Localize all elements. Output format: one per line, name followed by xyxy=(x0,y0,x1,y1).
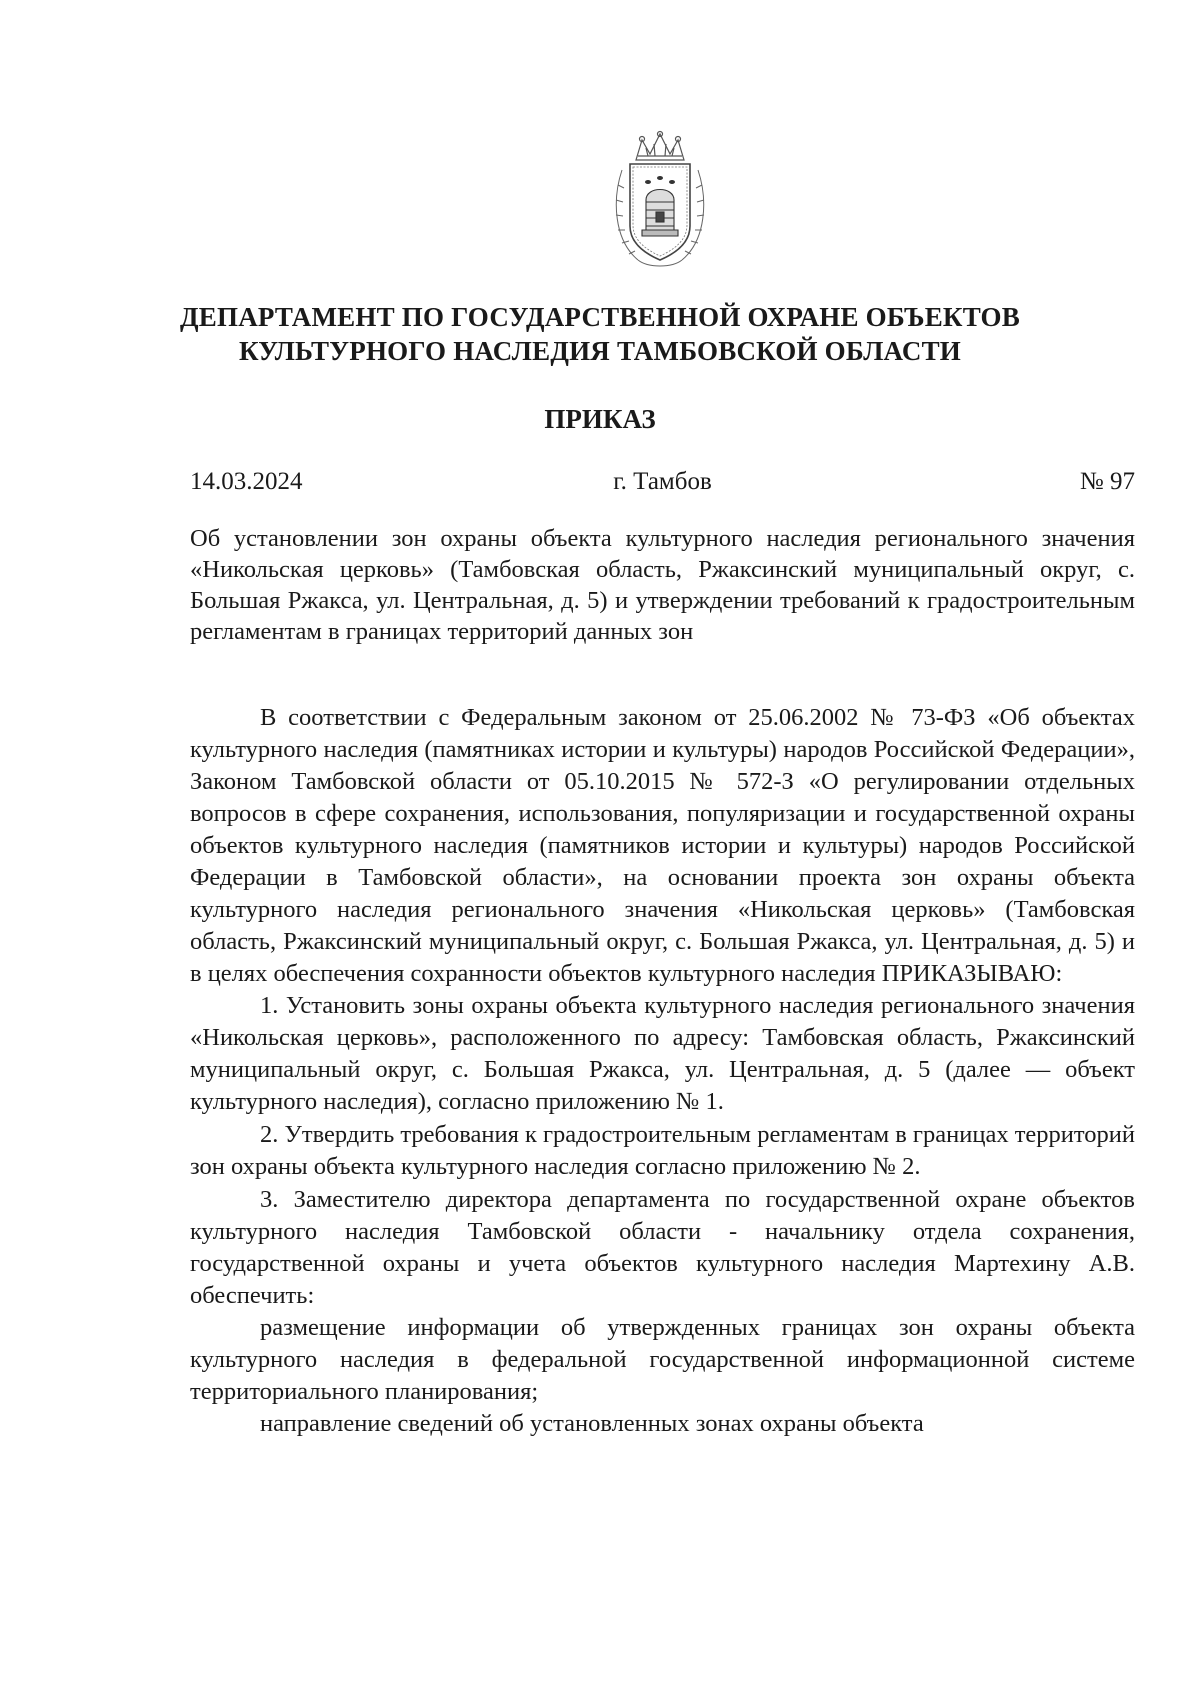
order-body xyxy=(190,702,1135,1440)
coat-of-arms-icon xyxy=(608,130,712,272)
item-3b-paragraph: направление сведений об установленных зонах охраны объекта xyxy=(260,1410,924,1437)
item-2-paragraph: 2. Утвердить требования к градостроительным регламентам в границах территорий зон охраны объекта культурного наследия согласно приложению № 2. xyxy=(190,1121,1135,1180)
document-type-heading: ПРИКАЗ xyxy=(544,404,656,434)
item-1-paragraph: 1. Установить зоны охраны объекта культурного наследия регионального значения «Никольская церковь», расположенного по адресу: Тамбовская область, Ржаксинский муниципальный округ, с. Большая Ржакса, ул. Центральная, д. 5 (далее — объект культурного наследия), согласно приложению № 1. xyxy=(190,992,1135,1115)
department-title-line-1: ДЕПАРТАМЕНТ ПО ГОСУДАРСТВЕННОЙ ОХРАНЕ ОБЪЕКТОВ xyxy=(180,302,1020,332)
department-title xyxy=(150,300,1050,368)
item-3-paragraph: 3. Заместителю директора департамента по государственной охране объектов культурного наследия Тамбовской области - начальнику отдела сохранения, государственной охраны и учета объектов культурного наследия Мартехину А.В. обеспечить: xyxy=(190,1186,1135,1309)
order-subject: Об установлении зон охраны объекта культурного наследия регионального значения «Никольская церковь» (Тамбовская область, Ржаксинский муниципальный округ, с. Большая Ржакса, ул. Центральная, д. 5) и утверждении требований к градостроительным регламентам в границах территорий данных зон xyxy=(190,525,1135,645)
order-number: № 97 xyxy=(1079,468,1135,495)
preamble-paragraph: В соответствии с Федеральным законом от 25.06.2002 № 73-ФЗ «Об объектах культурного наследия (памятниках истории и культуры) народов Российской Федерации», Законом Тамбовской области от 05.10.2015 № 572-З «О регулировании отдельных вопросов в сфере сохранения, использования, популяризации и государственной охраны объектов культурного наследия (памятников истории и культуры) народов Российской Федерации в Тамбовской области», на основании проекта зон охраны объекта культурного наследия регионального значения «Никольская церковь» (Тамбовская область, Ржаксинский муниципальный округ, с. Большая Ржакса, ул. Центральная, д. 5) и в целях обеспечения сохранности объектов культурного наследия ПРИКАЗЫВАЮ: xyxy=(190,704,1135,987)
order-date: 14.03.2024 xyxy=(190,468,303,495)
order-city: г. Тамбов xyxy=(613,468,712,495)
item-3a-paragraph: размещение информации об утвержденных границах зон охраны объекта культурного наследия в федеральной государственной информационной системе территориального планирования; xyxy=(190,1314,1135,1405)
department-title-line-2: КУЛЬТУРНОГО НАСЛЕДИЯ ТАМБОВСКОЙ ОБЛАСТИ xyxy=(239,336,961,366)
order-meta-line xyxy=(190,465,1135,499)
